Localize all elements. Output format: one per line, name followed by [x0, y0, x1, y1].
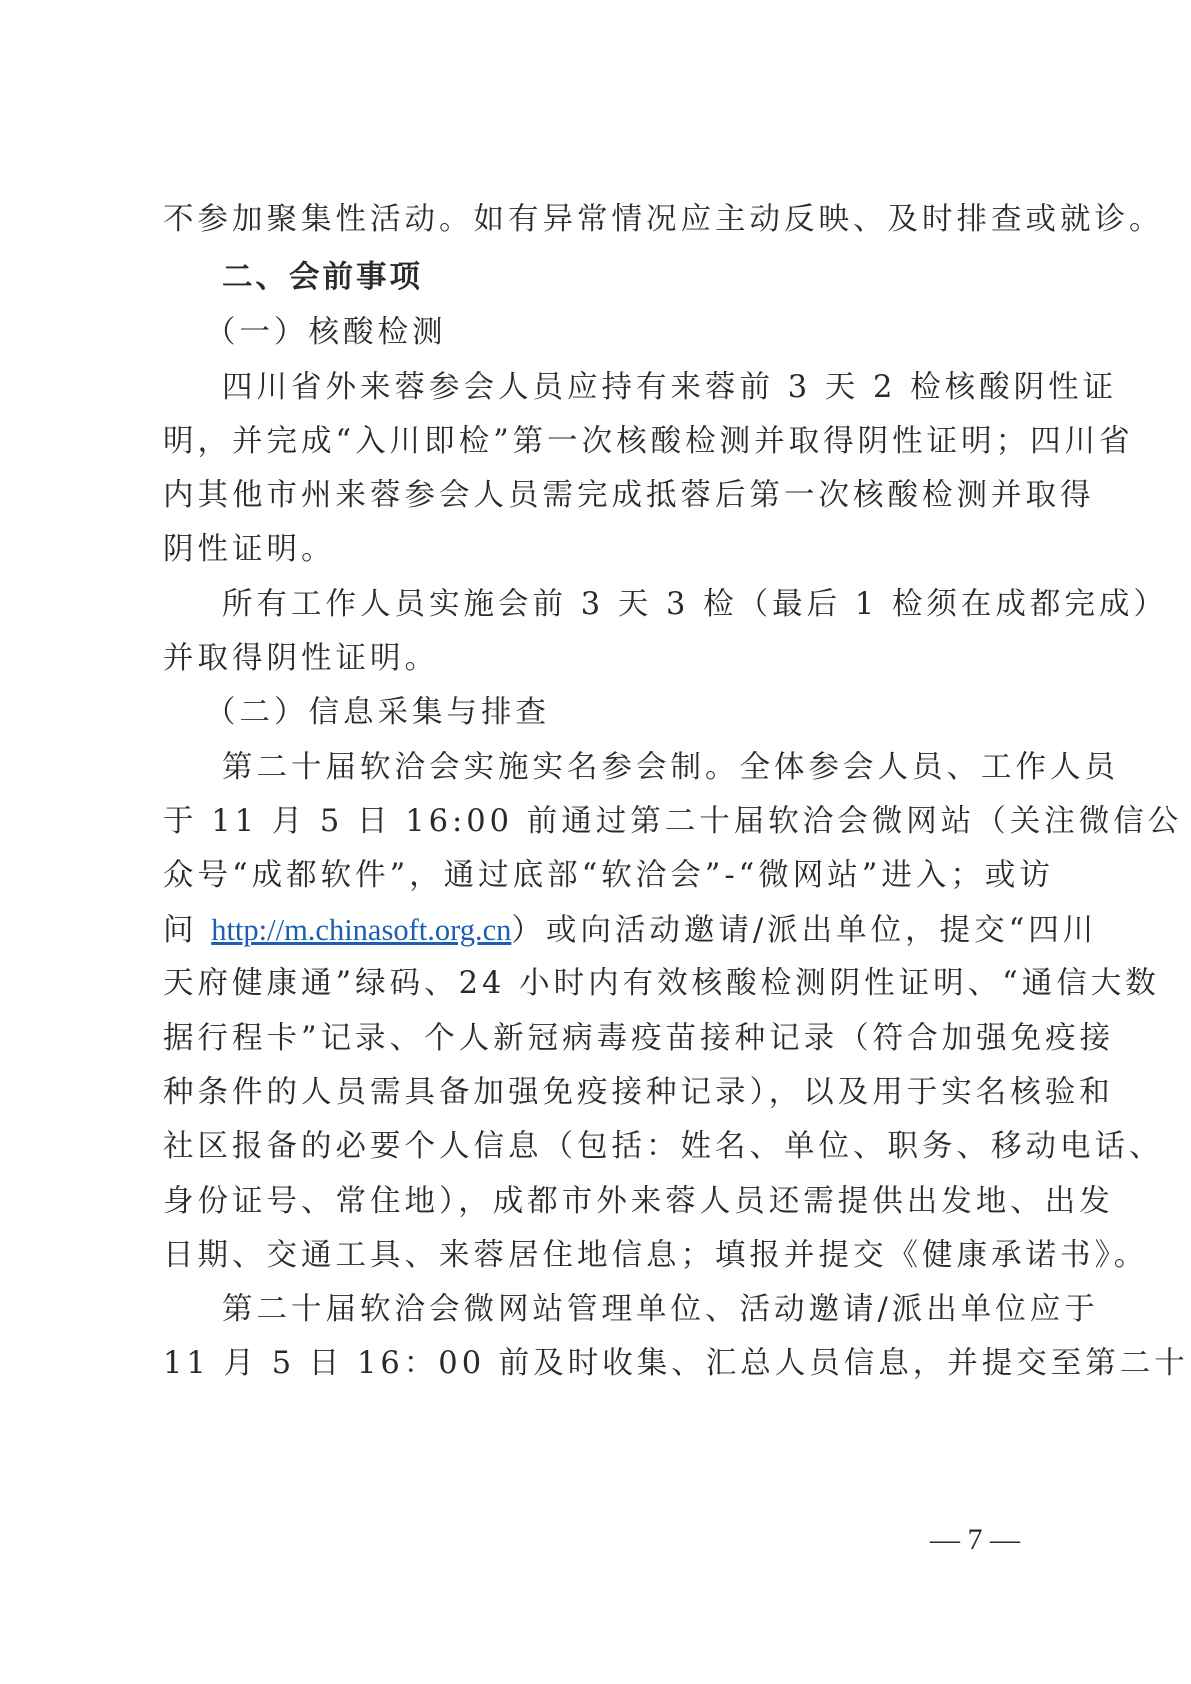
paragraph-line: 不参加聚集性活动。如有异常情况应主动反映、及时排查或就诊。 — [163, 202, 1164, 237]
paragraph-line: 阴性证明。 — [163, 532, 336, 567]
website-link[interactable]: http://m.chinasoft.org.cn — [211, 913, 512, 947]
paragraph-line: 11 月 5 日 16：00 前及时收集、汇总人员信息，并提交至第二十 — [163, 1346, 1189, 1381]
link-suffix: ）或向活动邀请/派出单位，提交“四川 — [511, 913, 1098, 948]
paragraph-line: 明，并完成“入川即检”第一次核酸检测并取得阴性证明；四川省 — [163, 424, 1134, 459]
paragraph-line: 天府健康通”绿码、24 小时内有效核酸检测阴性证明、“通信大数 — [163, 966, 1160, 1001]
paragraph-line: 日期、交通工具、来蓉居住地信息；填报并提交《健康承诺书》。 — [163, 1238, 1149, 1273]
paragraph-line: 于 11 月 5 日 16:00 前通过第二十届软洽会微网站（关注微信公 — [163, 804, 1183, 839]
paragraph-line: 第二十届软洽会实施实名参会制。全体参会人员、工作人员 — [222, 750, 1119, 785]
paragraph-line: 第二十届软洽会微网站管理单位、活动邀请/派出单位应于 — [222, 1292, 1099, 1327]
paragraph-line: 四川省外来蓉参会人员应持有来蓉前 3 天 2 检核酸阴性证 — [222, 370, 1118, 405]
page-number: — 7 — — [930, 1523, 1020, 1556]
link-prefix: 问 — [163, 913, 212, 948]
section-heading: 二、会前事项 — [222, 260, 423, 295]
paragraph-line: 内其他市州来蓉参会人员需完成抵蓉后第一次核酸检测并取得 — [163, 478, 1095, 513]
paragraph-line: 种条件的人员需具备加强免疫接种记录），以及用于实名核验和 — [163, 1075, 1114, 1110]
paragraph-line: 身份证号、常住地），成都市外来蓉人员还需提供出发地、出发 — [163, 1184, 1114, 1219]
paragraph-line: 并取得阴性证明。 — [163, 641, 439, 676]
paragraph-line: 所有工作人员实施会前 3 天 3 检（最后 1 检须在成都完成） — [222, 587, 1168, 622]
paragraph-line-with-link — [163, 908, 1098, 952]
subsection-heading: （二）信息采集与排查 — [205, 695, 550, 730]
paragraph-line: 社区报备的必要个人信息（包括：姓名、单位、职务、移动电话、 — [163, 1129, 1164, 1164]
paragraph-line: 众号“成都软件”，通过底部“软洽会”-“微网站”进入；或访 — [163, 858, 1054, 893]
paragraph-line: 据行程卡”记录、个人新冠病毒疫苗接种记录（符合加强免疫接 — [163, 1021, 1115, 1056]
subsection-heading: （一）核酸检测 — [205, 315, 447, 350]
